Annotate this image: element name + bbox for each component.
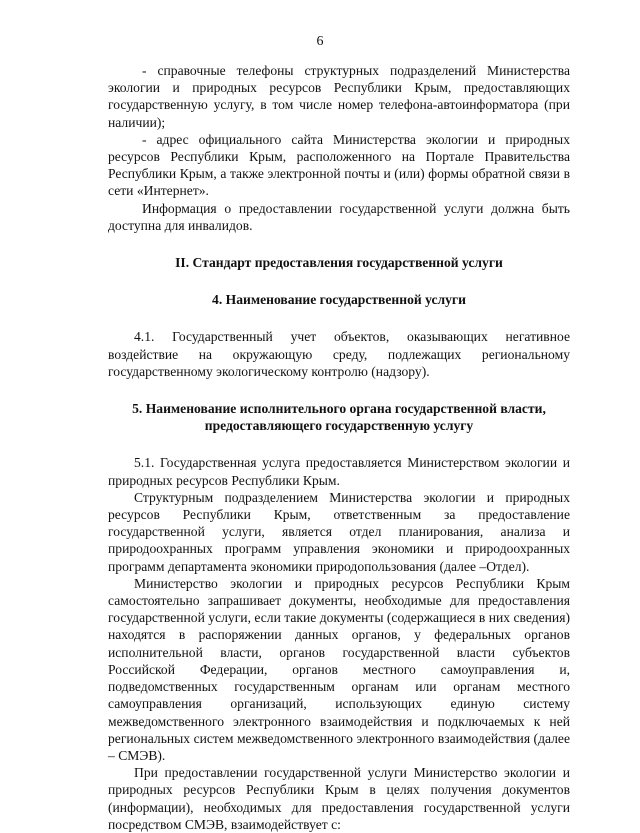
page-number: 6 [316,34,324,49]
accessibility-note: Информация о предоставлении государственной услуги должна быть доступна для инвалидов. [108,200,570,233]
subsection-5-title [108,400,570,434]
paragraph-structural-unit: Структурным подразделением Министерства экологии и природных ресурсов Республики Крым, ответственным за предоставление государственной услуги, является отдел планирования, анализа и природоохранных программ управления экономики и природоохранных программ департамента экономики природопользования (далее –Отдел). [108,489,570,574]
list-item-phones: - справочные телефоны структурных подразделений Министерства экологии и природных ресурсов Республики Крым, предоставляющих государственную услугу, в том числе номер телефона-автоинформатора (при наличии); [108,63,570,130]
list-item-website: - адрес официального сайта Министерства экологии и природных ресурсов Республики Крым, расположенного на Портале Правительства Республики Крым, а также электронной почты и (или) формы обратной связи в сети «Интернет». [108,131,570,199]
paragraph-5-1: 5.1. Государственная услуга предоставляется Министерством экологии и природных ресурсов Республики Крым. [108,455,570,488]
subsection-4-title: 4. Наименование государственной услуги [212,292,466,308]
paragraph-ministry-requests: Министерство экологии и природных ресурсов Республики Крым самостоятельно запрашивает документы, необходимые для предоставления государственной услуги, если такие документы (содержащиеся в них сведения) находятся в распоряжении данных органов, у федеральных органов исполнительной власти, органов государственной власти субъектов Российской Федерации, органов местного самоуправления и, подведомственных государственным органам или органам местного самоуправления организаций, использующих единую систему межведомственного электронного взаимодействия и подключаемых к ней региональных систем межведомственного электронного взаимодействия (далее – СМЭВ). [108,575,570,763]
subsection-5-title-line1: 5. Наименование исполнительного органа государственной власти, [132,401,546,417]
subsection-5-title-line2: предоставляющего государственную услугу [204,418,474,434]
section-title: II. Стандарт предоставления государственной услуги [175,255,503,271]
paragraph-smev: При предоставлении государственной услуги Министерство экологии и природных ресурсов Республики Крым в целях получения документов (информации), необходимых для предоставления государственной услуги посредством СМЭВ, взаимодействует с: [108,765,570,832]
page-content [108,62,570,833]
paragraph-4-1: 4.1. Государственный учет объектов, оказывающих негативное воздействие на окружающую среду, подлежащих региональному государственному экологическому контролю (надзору). [108,329,570,379]
